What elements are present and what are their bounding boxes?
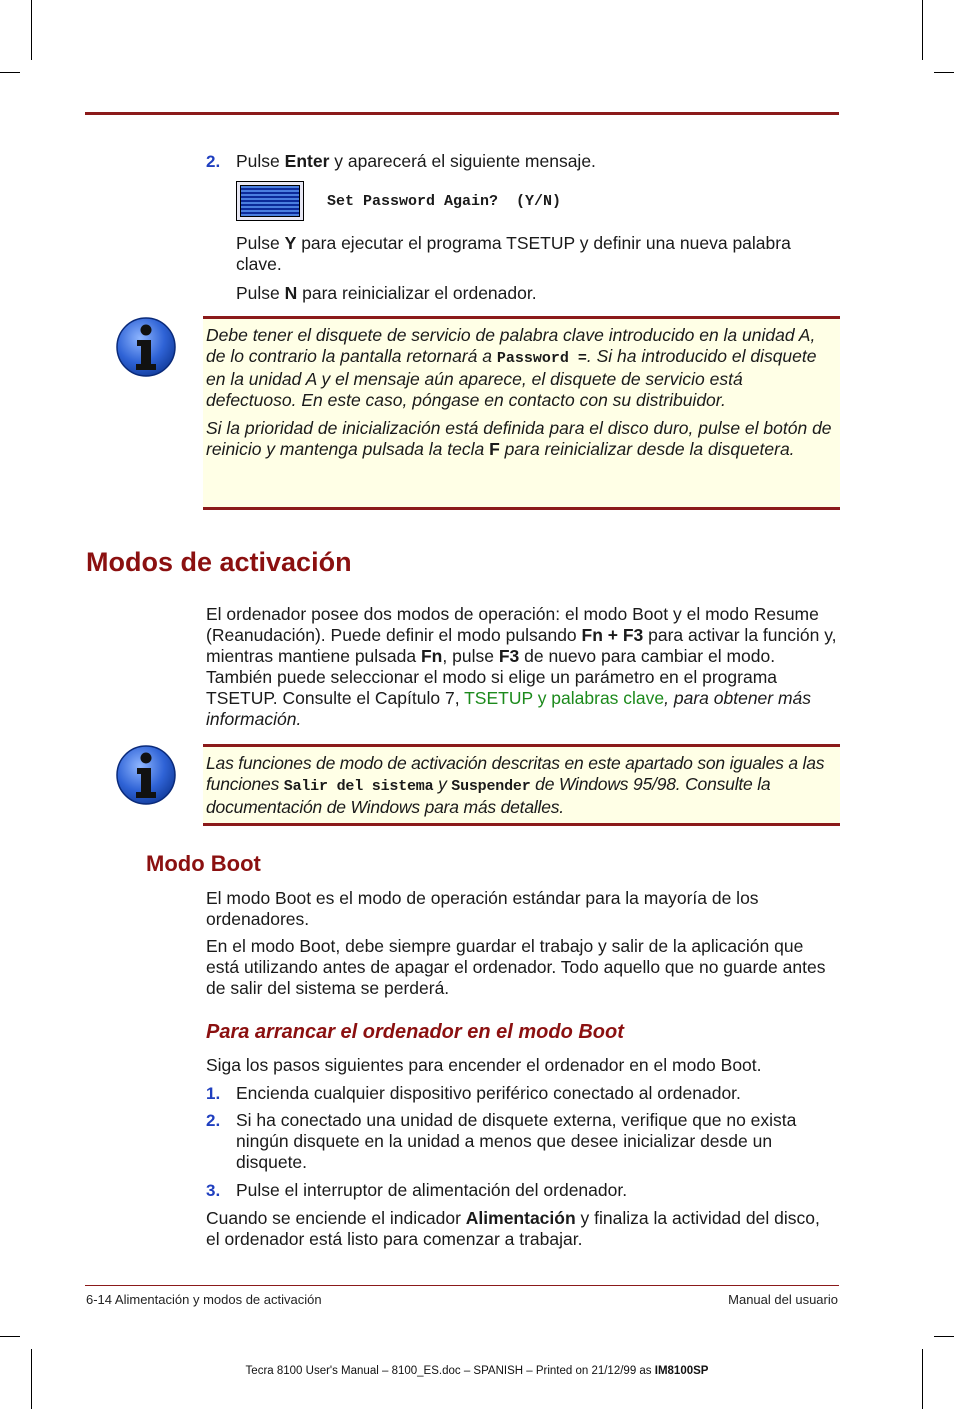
section-intro: El ordenador posee dos modos de operación: el modo Boot y el modo Resume (Reanudación). Puede definir el modo pulsando Fn + F3 para activar la función y, mientras mantiene pulsada Fn, pulse F3 de nuevo para cambiar el modo. También puede seleccionar el modo si elige un parámetro en el programa TSETUP. Consulte el Capítulo 7, TSETUP y palabras clave, para obtener más información. — [206, 604, 837, 729]
procedure-lead: Siga los pasos siguientes para encender el ordenador en el modo Boot. — [206, 1055, 762, 1075]
section-title: Modos de activación — [86, 547, 352, 577]
info-icon — [115, 316, 177, 378]
crop-mark — [31, 0, 32, 60]
paragraph: En el modo Boot, debe siempre guardar el trabajo y salir de la aplicación que está utilizando antes de apagar el ordenador. Todo aquello que no guarde antes de salir del sistema se perderá. — [206, 936, 826, 998]
step-text: Si ha conectado una unidad de disquete externa, verifique que no exista ningún disquete en la unidad a menos que desee inicializar desde un disquete. — [236, 1110, 797, 1172]
crop-mark — [0, 72, 20, 73]
info-icon — [115, 744, 177, 806]
crop-mark — [0, 1336, 20, 1337]
procedure-title: Para arrancar el ordenador en el modo Boot — [206, 1021, 624, 1043]
crop-mark — [31, 1349, 32, 1409]
note-box — [203, 316, 840, 510]
crop-mark — [922, 1349, 923, 1409]
step-text: Encienda cualquier dispositivo periférico conectado al ordenador. — [236, 1083, 741, 1103]
step-text: Pulse el interruptor de alimentación del ordenador. — [236, 1180, 628, 1200]
step-number: 3. — [206, 1181, 221, 1200]
paragraph: Cuando se enciende el indicador Alimentación y finaliza la actividad del disco, el ordenador está listo para comenzar a trabajar. — [206, 1208, 820, 1249]
step-text: Pulse Enter y aparecerá el siguiente mensaje. — [236, 151, 596, 171]
footer-rule — [85, 1285, 839, 1286]
step-number: 2. — [206, 152, 221, 171]
footer-left: 6-14 Alimentación y modos de activación — [86, 1292, 322, 1307]
print-info: Tecra 8100 User's Manual – 8100_ES.doc – SPANISH – Printed on 21/12/99 as IM8100SP — [245, 1365, 709, 1377]
crop-mark — [934, 1336, 954, 1337]
screen-message: Set Password Again? (Y/N) — [327, 193, 562, 210]
chapter-link[interactable]: TSETUP y palabras clave — [464, 688, 665, 708]
step-instruction-n: Pulse N para reinicializar el ordenador. — [236, 283, 537, 303]
step-number: 2. — [206, 1111, 221, 1130]
crop-mark — [922, 0, 923, 60]
footer-right: Manual del usuario — [728, 1292, 838, 1307]
step-instruction-y: Pulse Y para ejecutar el programa TSETUP y definir una nueva palabra clave. — [236, 233, 791, 274]
header-rule — [85, 112, 839, 115]
note-paragraph: Debe tener el disquete de servicio de palabra clave introducido en la unidad A, de lo contrario la pantalla retornará a Password =. Si ha introducido el disquete en la unidad A y el mensaje aún aparece, el disquete de servicio está defectuoso. En este caso, póngase en contacto con su distribuidor. — [206, 325, 817, 410]
note-paragraph: Las funciones de modo de activación descritas en este apartado son iguales a las funciones Salir del sistema y Suspender de Windows 95/98. Consulte la documentación de Windows para más detalles. — [206, 753, 825, 817]
monitor-screen-icon — [236, 181, 304, 221]
subsection-title: Modo Boot — [146, 851, 261, 876]
note-box — [203, 744, 840, 826]
crop-mark — [934, 72, 954, 73]
step-number: 1. — [206, 1084, 221, 1103]
note-paragraph: Si la prioridad de inicialización está definida para el disco duro, pulse el botón de reinicio y mantenga pulsada la tecla F para reinicializar desde la disquetera. — [206, 418, 832, 459]
paragraph: El modo Boot es el modo de operación estándar para la mayoría de los ordenadores. — [206, 888, 759, 929]
